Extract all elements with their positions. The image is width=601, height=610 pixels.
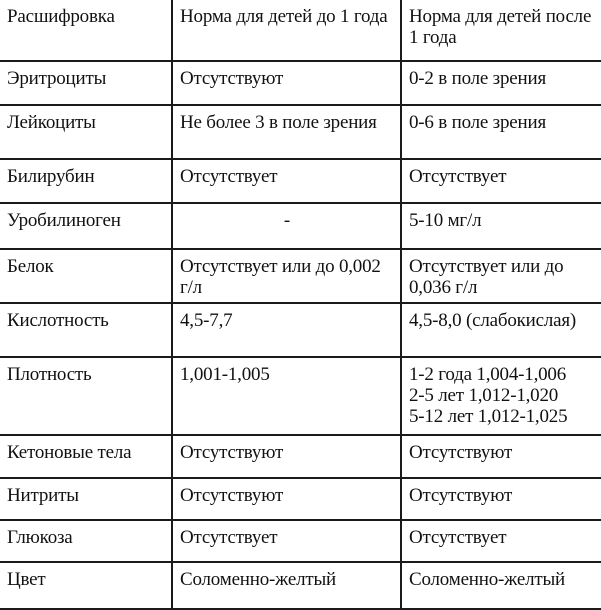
header-cell-over-1-year: Норма для детей после 1 года: [401, 0, 601, 61]
norm-over-1-cell: 0-2 в поле зрения: [401, 61, 601, 105]
table-row: [0, 203, 601, 249]
table-header-row: [0, 0, 601, 61]
norm-under-1-cell: -: [172, 203, 401, 249]
density-age-line: 5-12 лет 1,012-1,025: [409, 406, 568, 427]
row-label-cell: Плотность: [0, 357, 172, 435]
norm-under-1-cell: 4,5-7,7: [172, 303, 401, 357]
norm-over-1-cell: 0-6 в поле зрения: [401, 105, 601, 159]
norm-under-1-cell: Отсутствует: [172, 520, 401, 562]
table-row: [0, 105, 601, 159]
row-label-cell: Билирубин: [0, 159, 172, 203]
norm-over-1-cell: Отсутствует или до 0,036 г/л: [401, 249, 601, 303]
header-cell-parameter: Расшифровка: [0, 0, 172, 61]
row-label-cell: Уробилиноген: [0, 203, 172, 249]
norm-over-1-cell: Отсутствуют: [401, 478, 601, 520]
norm-over-1-cell: Отсутствуют: [401, 435, 601, 478]
row-label-cell: Кетоновые тела: [0, 435, 172, 478]
norm-over-1-cell: 4,5-8,0 (слабокислая): [401, 303, 601, 357]
row-label-cell: Лейкоциты: [0, 105, 172, 159]
norm-over-1-cell: Соломенно-желтый: [401, 562, 601, 609]
norm-under-1-cell: Отсутствует или до 0,002 г/л: [172, 249, 401, 303]
table-row: [0, 562, 601, 609]
row-label-cell: Эритроциты: [0, 61, 172, 105]
header-cell-under-1-year: Норма для детей до 1 года: [172, 0, 401, 61]
norm-under-1-cell: Отсутствуют: [172, 478, 401, 520]
table-row: [0, 478, 601, 520]
row-label-cell: Белок: [0, 249, 172, 303]
norm-under-1-cell: Не более 3 в поле зрения: [172, 105, 401, 159]
table-row: [0, 435, 601, 478]
norm-over-1-cell: [401, 357, 601, 435]
norm-over-1-cell: Отсутствует: [401, 159, 601, 203]
norm-over-1-cell: Отсутствует: [401, 520, 601, 562]
norm-under-1-cell: Отсутствует: [172, 159, 401, 203]
table-row: [0, 303, 601, 357]
norm-under-1-cell: Отсутствуют: [172, 435, 401, 478]
table-row: [0, 520, 601, 562]
norm-under-1-cell: Отсутствуют: [172, 61, 401, 105]
row-label-cell: Цвет: [0, 562, 172, 609]
row-label-cell: Нитриты: [0, 478, 172, 520]
table-row: [0, 159, 601, 203]
norm-under-1-cell: Соломенно-желтый: [172, 562, 401, 609]
table-row: [0, 357, 601, 435]
density-age-line: 2-5 лет 1,012-1,020: [409, 385, 559, 406]
density-age-line: 1-2 года 1,004-1,006: [409, 364, 567, 385]
norm-under-1-cell: 1,001-1,005: [172, 357, 401, 435]
table-row: [0, 61, 601, 105]
norm-over-1-cell: 5-10 мг/л: [401, 203, 601, 249]
row-label-cell: Кислотность: [0, 303, 172, 357]
row-label-cell: Глюкоза: [0, 520, 172, 562]
table-row: [0, 249, 601, 303]
